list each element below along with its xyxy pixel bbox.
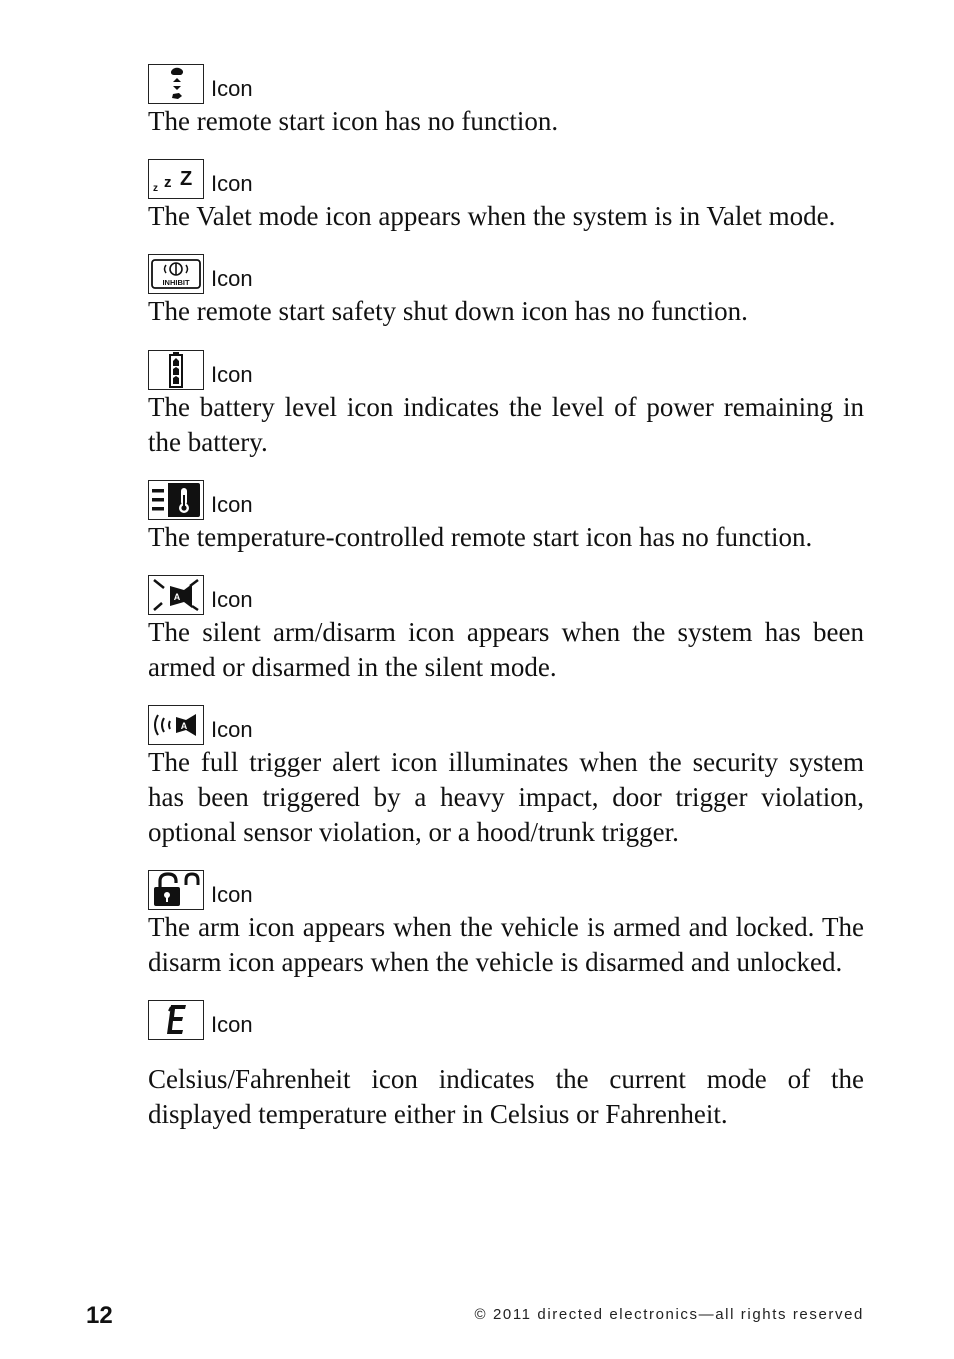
- entry-valet-mode: [148, 155, 864, 234]
- icon-row: [148, 346, 864, 390]
- full-trigger-alert-icon: [148, 705, 204, 745]
- entry-full-trigger-alert: [148, 701, 864, 850]
- entry-description: The full trigger alert icon illuminates when the security system has been triggered by a heavy impact, door trigger violation, optional sensor violation, or a hood/trunk trigger.: [148, 747, 864, 847]
- svg-text:Z: Z: [180, 168, 193, 190]
- svg-text:A: A: [180, 721, 188, 731]
- entry-safety-shutdown: [148, 250, 864, 329]
- icon-row: [148, 155, 864, 199]
- svg-text:z: z: [164, 174, 172, 191]
- entry-silent-arm-disarm: [148, 571, 864, 685]
- icon-caption: Icon: [211, 362, 253, 387]
- icon-caption: Icon: [211, 717, 253, 742]
- icon-caption: Icon: [211, 587, 253, 612]
- valet-mode-icon: [148, 159, 204, 199]
- icon-row: [148, 866, 864, 910]
- icon-row: [148, 571, 864, 615]
- entry-description: The Valet mode icon appears when the system is in Valet mode.: [148, 201, 836, 231]
- icon-caption: Icon: [211, 882, 253, 907]
- icon-caption: Icon: [211, 1012, 253, 1037]
- entry-description: The arm icon appears when the vehicle is armed and locked. The disarm icon appears when the vehicle is disarmed and unlocked.: [148, 912, 864, 977]
- entry-description: Celsius/Fahrenheit icon indicates the current mode of the displayed temperature either in Celsius or Fahrenheit.: [148, 1064, 864, 1129]
- icon-caption: Icon: [211, 171, 253, 196]
- entry-celsius-fahrenheit: [148, 996, 864, 1132]
- page-number: 12: [86, 1302, 113, 1329]
- copyright-notice: © 2011 directed electronics—all rights reserved: [474, 1306, 864, 1323]
- svg-text:z: z: [153, 183, 158, 194]
- icon-row: [148, 476, 864, 520]
- temperature-remote-start-icon: [148, 480, 204, 520]
- entry-description: The battery level icon indicates the level of power remaining in the battery.: [148, 392, 864, 457]
- arm-disarm-lock-icon: [148, 870, 204, 910]
- entry-description: The remote start safety shut down icon has no function.: [148, 296, 748, 326]
- silent-arm-disarm-icon: [148, 575, 204, 615]
- entry-description: The temperature-controlled remote start icon has no function.: [148, 522, 813, 552]
- icon-row: [148, 996, 864, 1040]
- remote-start-icon: [148, 64, 204, 104]
- entry-remote-start: [148, 60, 864, 139]
- battery-level-icon: [148, 350, 204, 390]
- icon-row: [148, 701, 864, 745]
- icon-row: [148, 250, 864, 294]
- icon-caption: Icon: [211, 492, 253, 517]
- icon-caption: Icon: [211, 76, 253, 101]
- safety-shutdown-icon: [148, 254, 204, 294]
- entry-battery-level: [148, 346, 864, 460]
- entry-description: The silent arm/disarm icon appears when the system has been armed or disarmed in the silent mode.: [148, 617, 864, 682]
- entry-temperature-remote-start: [148, 476, 864, 555]
- svg-text:A: A: [173, 592, 181, 602]
- icon-caption: Icon: [211, 266, 253, 291]
- entry-description: The remote start icon has no function.: [148, 106, 559, 136]
- entry-arm-disarm: [148, 866, 864, 980]
- celsius-fahrenheit-icon: [148, 1000, 204, 1040]
- inhibit-text: INHIBIT: [162, 278, 190, 287]
- icon-row: [148, 60, 864, 104]
